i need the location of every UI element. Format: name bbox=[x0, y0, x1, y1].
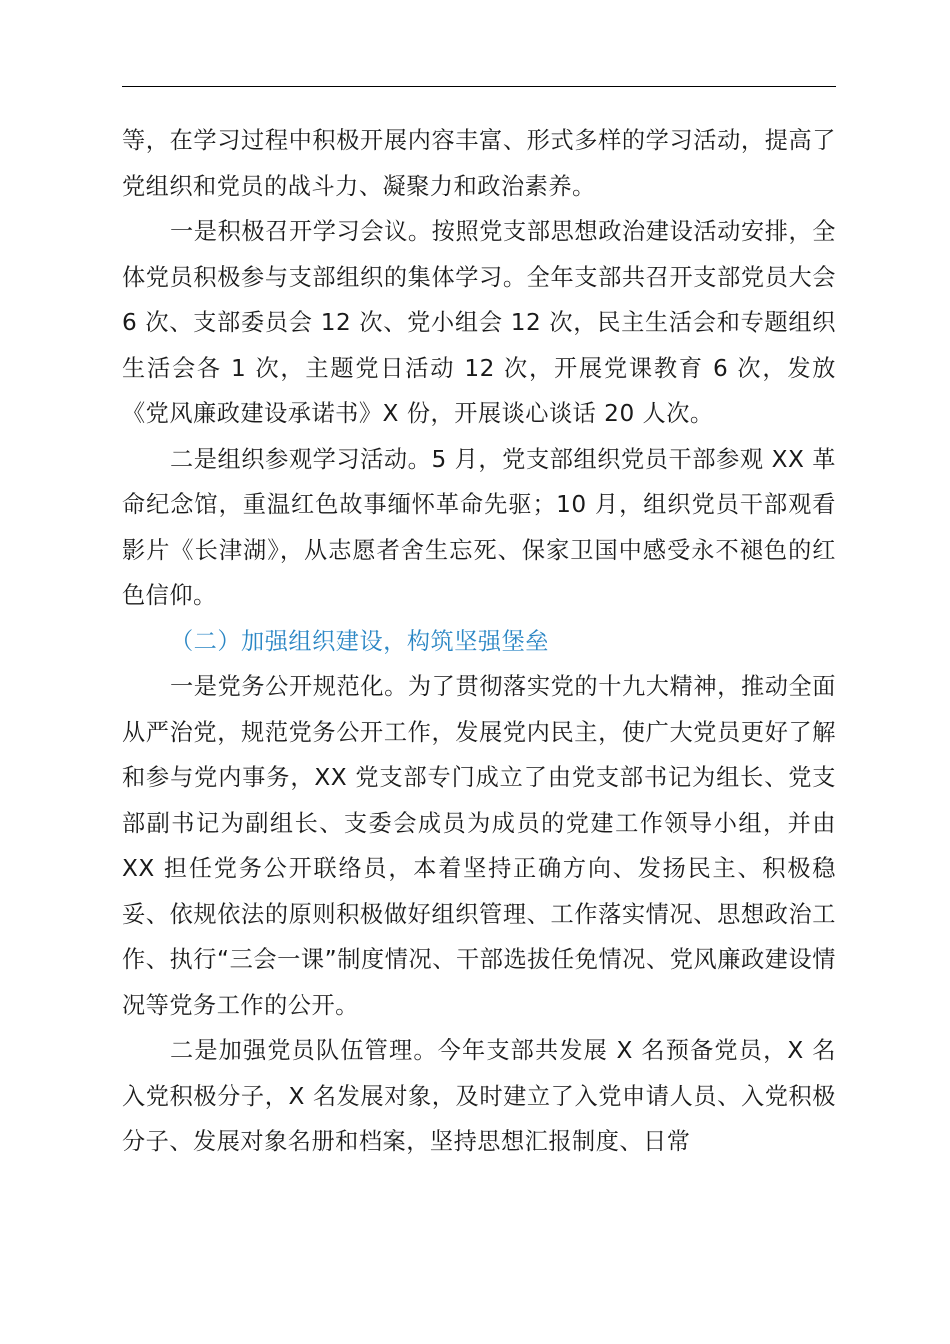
header-rule bbox=[122, 86, 836, 87]
document-body bbox=[122, 118, 836, 1165]
paragraph-party-affairs-disclosure: 一是党务公开规范化。为了贯彻落实党的十九大精神，推动全面从严治党，规范党务公开工作，发展党内民主，使广大党员更好了解和参与党内事务，XX 党支部专门成立了由党支部书记为组长、党支部副书记为副组长、支委会成员为成员的党建工作领导小组，并由 XX 担任党务公开联络员，本着坚持正确方向、发扬民主、积极稳妥、依规依法的原则积极做好组织管理、工作落实情况、思想政治工作、执行“三会一课”制度情况、干部选拔任免情况、党风廉政建设情况等党务工作的公开。 bbox=[122, 673, 836, 1019]
section-heading: （二）加强组织建设，构筑坚强堡垒 bbox=[170, 627, 549, 655]
paragraph-continuation: 等，在学习过程中积极开展内容丰富、形式多样的学习活动，提高了党组织和党员的战斗力、凝聚力和政治素养。 bbox=[122, 127, 836, 200]
paragraph-study-visits: 二是组织参观学习活动。5 月，党支部组织党员干部参观 XX 革命纪念馆，重温红色故事缅怀革命先驱；10 月，组织党员干部观看影片《长津湖》，从志愿者舍生忘死、保家卫国中感受永不褪色的红色信仰。 bbox=[122, 445, 836, 609]
paragraph-member-management: 二是加强党员队伍管理。今年支部共发展 X 名预备党员，X 名入党积极分子，X 名发展对象，及时建立了入党申请人员、入党积极分子、发展对象名册和档案，坚持思想汇报制度、日常 bbox=[122, 1037, 836, 1155]
paragraph-study-meetings: 一是积极召开学习会议。按照党支部思想政治建设活动安排，全体党员积极参与支部组织的集体学习。全年支部共召开支部党员大会 6 次、支部委员会 12 次、党小组会 12 次，民主生活会和专题组织生活会各 1 次，主题党日活动 12 次，开展党课教育 6 次，发放《党风廉政建设承诺书》X 份，开展谈心谈话 20 人次。 bbox=[122, 218, 836, 427]
